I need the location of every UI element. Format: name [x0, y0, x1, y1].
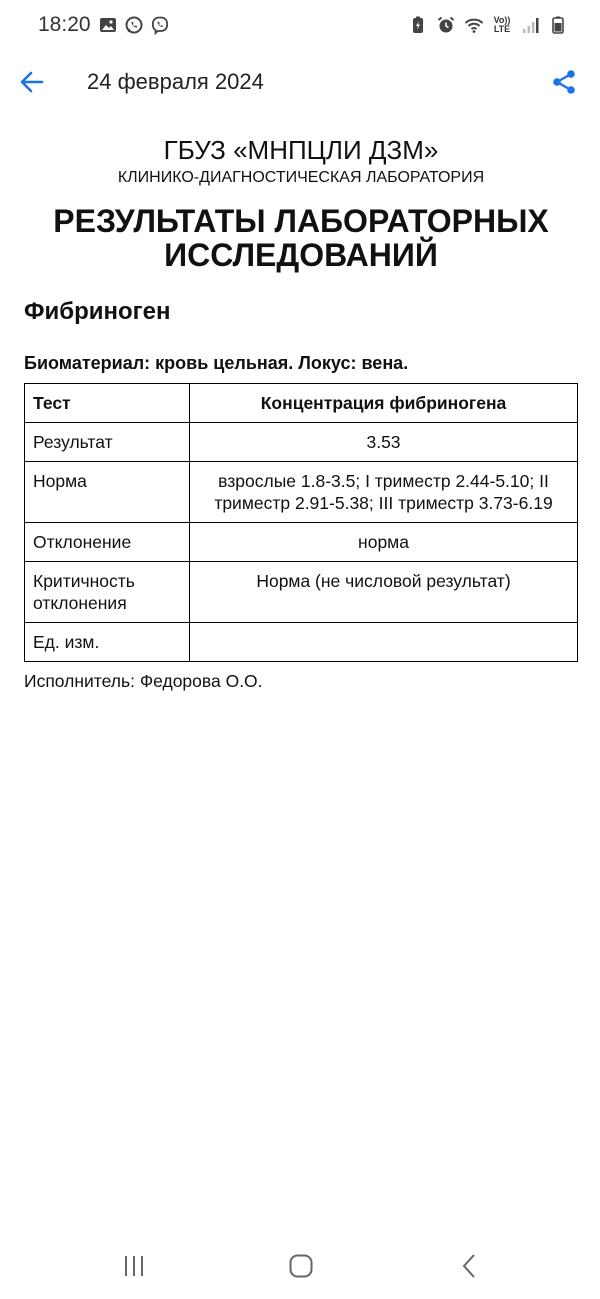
analysis-name: Фибриноген: [24, 298, 171, 325]
back-button[interactable]: [14, 64, 50, 100]
viber-icon: [150, 15, 170, 35]
laboratory-name: КЛИНИКО-ДИАГНОСТИЧЕСКАЯ ЛАБОРАТОРИЯ: [117, 169, 485, 186]
share-icon: [550, 68, 578, 96]
row-value-criticality: Норма (не числовой результат): [190, 562, 578, 623]
row-label-norm: Норма: [25, 462, 190, 523]
header-test-name: Концентрация фибриногена: [190, 384, 578, 423]
table-row: [25, 423, 578, 462]
table-row: [25, 523, 578, 562]
lab-result-document: [24, 130, 578, 692]
signal-icon: [520, 15, 540, 35]
alarm-icon: [436, 15, 456, 35]
share-button[interactable]: [546, 64, 582, 100]
system-icons: [408, 15, 568, 35]
system-nav-bar: [0, 1236, 600, 1299]
row-label-deviation: Отклонение: [25, 523, 190, 562]
whatsapp-icon: [124, 15, 144, 35]
row-value-norm: взрослые 1.8-3.5; I триместр 2.44-5.10; II триместр 2.91-5.38; III триместр 3.73-6.19: [190, 462, 578, 523]
gallery-icon: [98, 15, 118, 35]
recent-apps-icon: [121, 1253, 147, 1279]
document-title: РЕЗУЛЬТАТЫ ЛАБОРАТОРНЫХ ИССЛЕДОВАНИЙ: [53, 203, 549, 273]
volte-icon: Vo)) LTE: [493, 15, 511, 34]
header-test-label: Тест: [25, 384, 190, 423]
home-button[interactable]: [281, 1250, 321, 1282]
recent-apps-button[interactable]: [114, 1250, 154, 1282]
chevron-left-icon: [457, 1253, 483, 1279]
organization-name: ГБУЗ «МНПЦЛИ ДЗМ»: [163, 135, 439, 165]
row-value-result: 3.53: [190, 423, 578, 462]
nav-back-button[interactable]: [450, 1250, 490, 1282]
page-title: 24 февраля 2024: [87, 69, 264, 94]
table-row: [25, 623, 578, 662]
biomaterial-info: Биоматериал: кровь цельная. Локус: вена.: [24, 353, 409, 373]
results-table: [24, 383, 578, 662]
table-row: [25, 462, 578, 523]
row-value-deviation: норма: [190, 523, 578, 562]
row-label-result: Результат: [25, 423, 190, 462]
status-time: 18:20: [38, 13, 91, 36]
battery-icon: [548, 15, 568, 35]
row-label-criticality: Критичность отклонения: [25, 562, 190, 623]
executor-info: Исполнитель: Федорова О.О.: [24, 671, 263, 691]
notification-icons: [98, 15, 170, 35]
row-value-units: [190, 623, 578, 662]
wifi-icon: [464, 15, 484, 35]
home-icon: [288, 1253, 314, 1279]
table-row: [25, 562, 578, 623]
status-bar: [0, 0, 600, 52]
arrow-left-icon: [18, 68, 46, 96]
row-label-units: Ед. изм.: [25, 623, 190, 662]
battery-saver-icon: [408, 15, 428, 35]
table-header-row: [25, 384, 578, 423]
app-bar: [0, 52, 600, 112]
